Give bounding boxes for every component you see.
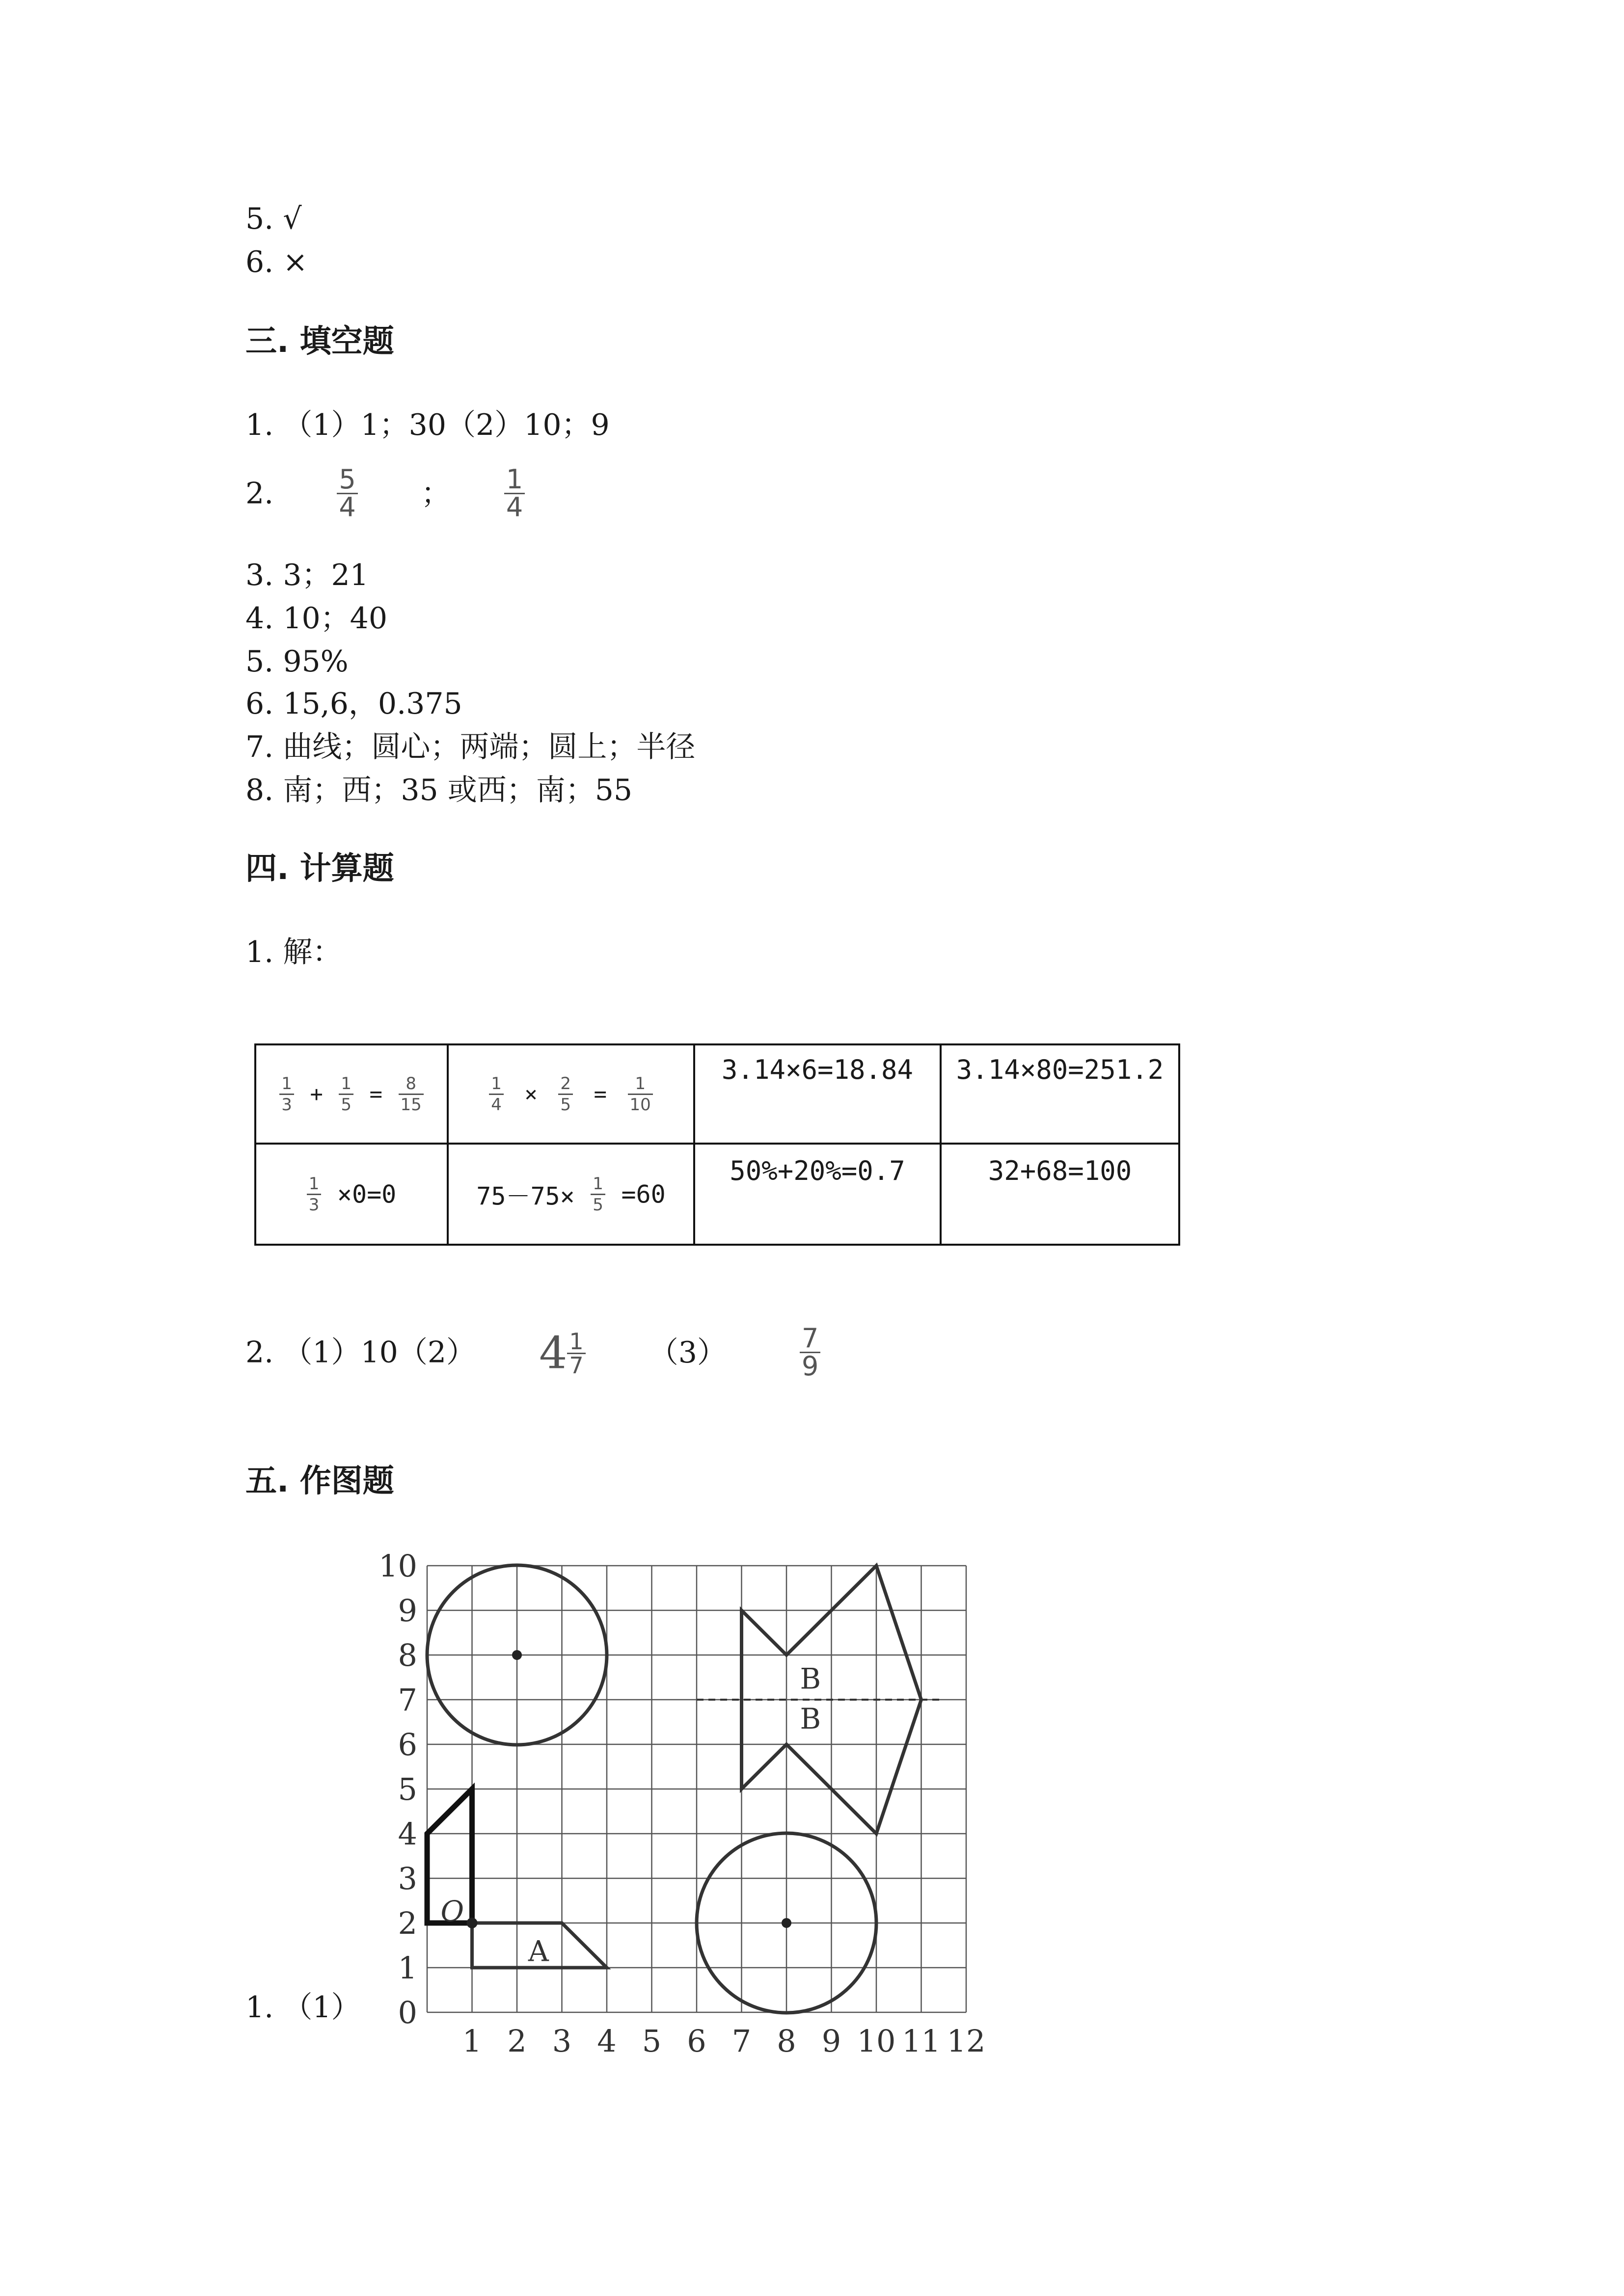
x-tick-label: 5 — [642, 2023, 662, 2059]
operator: + — [310, 1081, 323, 1107]
x-tick-label: 9 — [821, 2023, 841, 2059]
mixed-number — [539, 1328, 586, 1377]
y-tick-label: 5 — [398, 1771, 417, 1807]
fraction-denominator: 5 — [341, 1095, 352, 1115]
y-tick-label: 0 — [398, 1995, 417, 2030]
equals: = — [369, 1081, 383, 1107]
judge-item-6: 6. × — [245, 245, 308, 279]
y-tick-label: 3 — [398, 1861, 417, 1896]
fraction-numerator: 1 — [591, 1174, 605, 1195]
fraction-denominator: 10 — [629, 1095, 651, 1115]
calc-q2 — [245, 1325, 820, 1399]
fraction-numerator: 8 — [399, 1074, 424, 1095]
fraction-denominator: 4 — [339, 492, 356, 523]
fraction-numerator: 1 — [567, 1330, 585, 1354]
x-tick-label: 7 — [731, 2023, 752, 2059]
expression-rest: =60 — [621, 1180, 666, 1208]
table-cell — [448, 1144, 694, 1245]
x-tick-label: 12 — [947, 2023, 986, 2059]
grid-lines — [427, 1566, 966, 2012]
fraction-5-4 — [337, 466, 357, 521]
fill-q1: 1. （1）1；30（2）10；9 — [245, 408, 610, 442]
x-axis-ticks — [462, 2023, 986, 2059]
fill-q2-separator: ； — [421, 476, 451, 511]
circle-lower-center — [782, 1918, 791, 1928]
section4-heading: 四. 计算题 — [245, 851, 394, 887]
section5-heading: 五. 作图题 — [245, 1463, 394, 1499]
fraction-numerator: 1 — [339, 1074, 353, 1095]
table-cell: 3.14×80=251.2 — [941, 1044, 1179, 1144]
y-tick-label: 10 — [379, 1548, 417, 1584]
fraction-numerator: 1 — [489, 1074, 504, 1095]
fraction — [558, 1074, 573, 1115]
x-tick-label: 1 — [462, 2023, 482, 2059]
fraction-7-9 — [800, 1325, 820, 1380]
table-cell — [448, 1044, 694, 1144]
calculation-table — [254, 1043, 1180, 1246]
x-tick-label: 4 — [597, 2023, 617, 2059]
fraction-denominator: 5 — [593, 1195, 603, 1215]
y-tick-label: 4 — [398, 1816, 417, 1852]
fraction-denominator: 9 — [801, 1351, 819, 1382]
origin-point — [467, 1918, 478, 1928]
fraction-denominator: 15 — [400, 1095, 422, 1115]
fill-q5: 5. 95% — [245, 644, 349, 679]
x-tick-label: 8 — [777, 2023, 796, 2059]
fraction — [307, 1174, 322, 1215]
fraction-numerator: 2 — [558, 1074, 573, 1095]
table-cell: 32+68=100 — [941, 1144, 1179, 1245]
draw-q1-label: 1. （1） — [245, 1990, 361, 2025]
calc-q2-part3: （3） — [649, 1335, 727, 1370]
fraction — [591, 1174, 605, 1215]
y-tick-label: 6 — [398, 1727, 417, 1762]
fraction-numerator: 1 — [307, 1174, 322, 1195]
fraction — [279, 1074, 294, 1115]
table-cell — [255, 1044, 448, 1144]
fill-q2-prefix: 2. — [245, 476, 274, 511]
shape-a-label: A — [528, 1934, 549, 1968]
fraction — [489, 1074, 504, 1115]
fraction — [399, 1074, 424, 1115]
circle-upper-center — [512, 1650, 522, 1660]
fill-q4: 4. 10；40 — [245, 601, 388, 636]
table-row — [255, 1144, 1179, 1245]
calc-q1-label: 1. 解： — [245, 935, 342, 969]
section3-heading: 三. 填空题 — [245, 323, 394, 360]
fraction-numerator: 1 — [628, 1074, 653, 1095]
expression-rest: ×0=0 — [337, 1180, 397, 1208]
operator: × — [524, 1081, 538, 1107]
judge-item-5: 5. √ — [245, 202, 302, 236]
origin-label: O — [440, 1895, 464, 1928]
fill-q6: 6. 15,6，0.375 — [245, 687, 462, 721]
y-tick-label: 9 — [398, 1593, 417, 1629]
expression-start: 75－75× — [476, 1182, 575, 1210]
fraction — [628, 1074, 653, 1115]
equals: = — [594, 1081, 607, 1107]
fraction-denominator: 7 — [569, 1352, 584, 1379]
fraction-numerator: 5 — [337, 466, 357, 494]
x-tick-label: 3 — [552, 2023, 572, 2059]
y-tick-label: 7 — [398, 1682, 417, 1718]
mixed-whole: 4 — [539, 1327, 568, 1379]
fraction-numerator: 7 — [800, 1325, 820, 1353]
shape-b-label-lower: B — [800, 1702, 821, 1736]
fill-q8: 8. 南；西；35 或西；南；55 — [245, 773, 633, 807]
x-tick-label: 2 — [507, 2023, 527, 2059]
table-cell — [255, 1144, 448, 1245]
fraction-1-4 — [504, 466, 525, 521]
fraction — [567, 1330, 585, 1377]
table-cell: 3.14×6=18.84 — [694, 1044, 941, 1144]
fill-q2 — [245, 466, 525, 530]
fraction-denominator: 3 — [308, 1195, 320, 1215]
calc-q2-prefix: 2. （1）10（2） — [245, 1335, 476, 1370]
table-row — [255, 1044, 1179, 1144]
shape-b-label-upper: B — [800, 1662, 821, 1696]
fill-q7: 7. 曲线；圆心；两端；圆上；半径 — [245, 730, 696, 764]
y-tick-label: 1 — [398, 1950, 417, 1986]
y-axis-ticks — [379, 1548, 417, 2030]
x-tick-label: 11 — [902, 2023, 941, 2059]
fraction-denominator: 5 — [560, 1095, 571, 1115]
x-tick-label: 6 — [687, 2023, 706, 2059]
coordinate-grid-figure — [363, 1546, 1001, 2071]
fraction-numerator: 1 — [279, 1074, 294, 1095]
y-tick-label: 8 — [398, 1637, 417, 1673]
y-tick-label: 2 — [398, 1905, 417, 1941]
table-cell: 50%+20%=0.7 — [694, 1144, 941, 1245]
fill-q3: 3. 3；21 — [245, 558, 369, 592]
x-tick-label: 10 — [857, 2023, 896, 2059]
fraction-denominator: 4 — [506, 492, 523, 523]
fraction — [339, 1074, 353, 1115]
fraction-denominator: 3 — [281, 1095, 292, 1115]
fraction-denominator: 4 — [491, 1095, 502, 1115]
fraction-numerator: 1 — [504, 466, 525, 494]
